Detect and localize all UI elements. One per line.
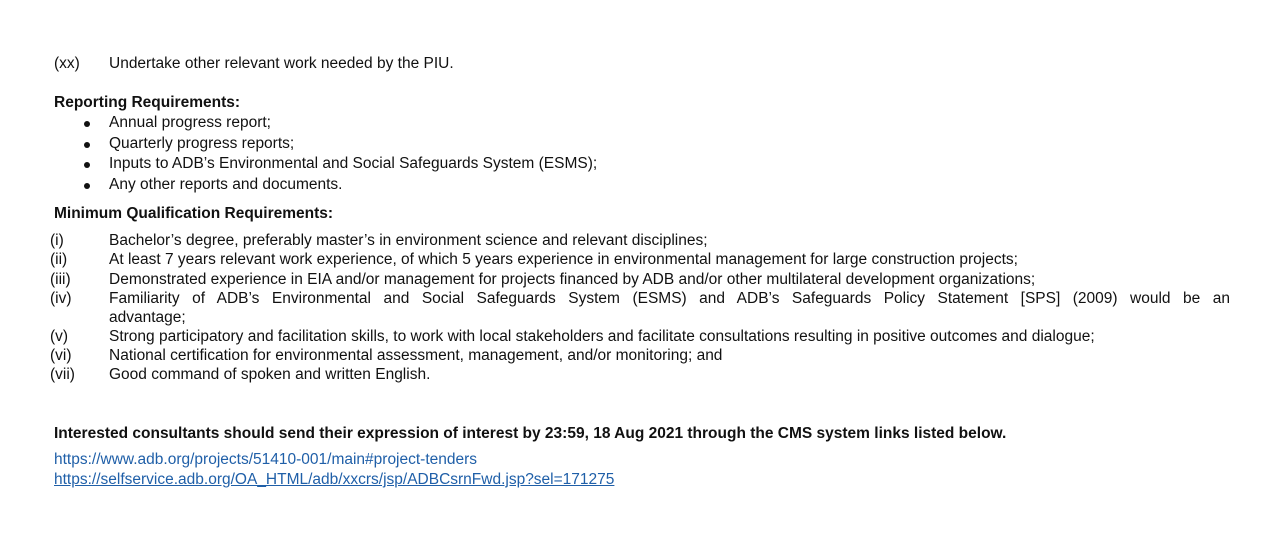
list-item-text: Strong participatory and facilitation skills, to work with local stakeholders and facilitate consultations resulting in positive outcomes and dialogue; [109,327,1095,345]
list-item [50,365,1230,384]
bullet-icon [84,183,90,189]
list-item [50,231,1230,250]
list-item-number: (i) [50,232,64,249]
selfservice-link[interactable]: https://selfservice.adb.org/OA_HTML/adb/xxcrs/jsp/ADBCsrnFwd.jsp?sel=171275 [54,471,615,488]
list-item-text: National certification for environmental assessment, management, and/or monitoring; and [109,347,723,365]
list-item [54,134,1234,155]
qualification-list [50,231,1230,385]
list-item-text: Quarterly progress reports; [109,134,295,152]
intro-item-text: Undertake other relevant work needed by the PIU. [109,55,454,72]
project-tenders-link[interactable]: https://www.adb.org/projects/51410-001/main#project-tenders [54,451,478,468]
list-item-number: (v) [50,327,69,345]
bullet-icon [84,162,90,168]
list-item [54,175,1234,196]
list-item [50,346,1230,365]
list-item-text-line1: Familiarity of ADB’s Environmental and Social Safeguards System (ESMS) and ADB’s Safeguards Policy Statement [SPS] (2009) would be an [109,289,1230,307]
list-item [54,113,1234,134]
bullet-icon [84,142,90,148]
list-item-number: (iv) [50,289,72,307]
list-item-text-line2: advantage; [109,308,186,326]
list-item [50,250,1230,269]
list-item-number: (iii) [50,270,71,288]
intro-item-number: (xx) [54,55,80,72]
minimum-qualification-heading: Minimum Qualification Requirements: [54,205,334,222]
bullet-icon [84,121,90,127]
list-item-text: Demonstrated experience in EIA and/or management for projects financed by ADB and/or other multilateral development organizations; [109,270,1036,288]
list-item [50,270,1230,289]
list-item-text: Good command of spoken and written English. [109,366,431,384]
list-item-number: (vi) [50,347,72,365]
list-item [50,327,1230,346]
list-item [54,154,1234,175]
call-to-action: Interested consultants should send their expression of interest by 23:59, 18 Aug 2021 through the CMS system links listed below. [54,425,1007,442]
list-item-text: At least 7 years relevant work experience, of which 5 years experience in environmental management for large construction projects; [109,251,1018,269]
list-item-text: Inputs to ADB’s Environmental and Social Safeguards System (ESMS); [109,155,598,172]
list-item [50,289,1230,327]
list-item-text: Annual progress report; [109,114,271,131]
link-list [54,450,614,490]
list-item-number: (ii) [50,251,68,269]
reporting-requirements-heading: Reporting Requirements: [54,94,241,111]
list-item-text: Bachelor’s degree, preferably master’s in environment science and relevant disciplines; [109,232,708,249]
list-item-text [109,289,1230,327]
reporting-requirements-list [54,113,1234,195]
list-item-text: Any other reports and documents. [109,175,343,193]
list-item-number: (vii) [50,366,75,384]
